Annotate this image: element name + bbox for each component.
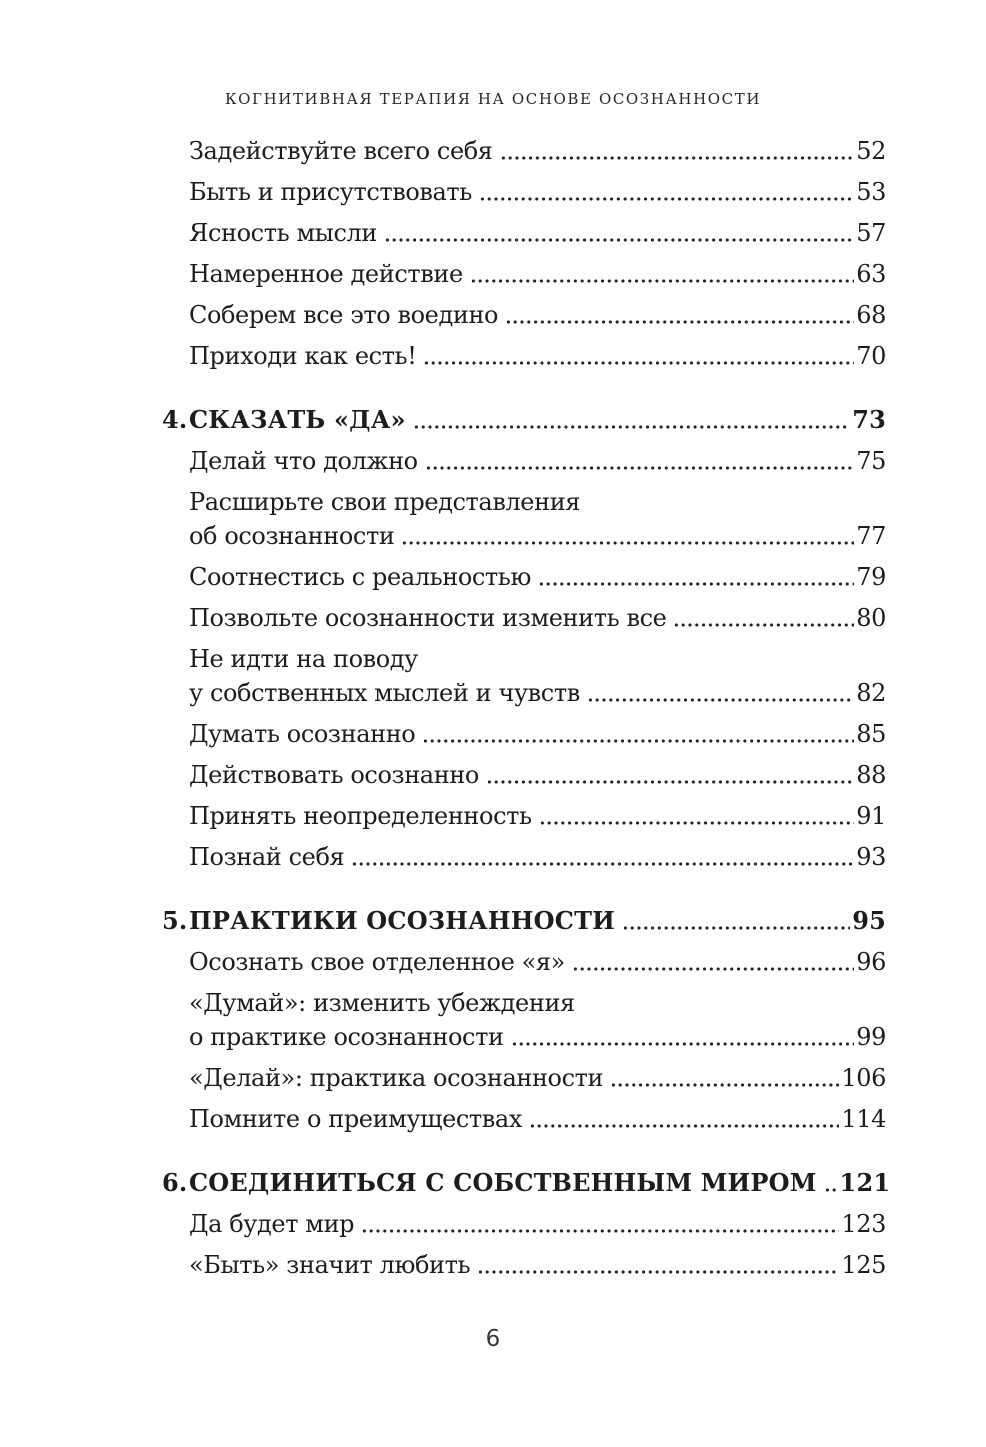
- toc-chapter[interactable]: [162, 904, 886, 938]
- toc-entry[interactable]: [162, 134, 886, 168]
- toc-entry-title: Задействуйте всего себя: [189, 137, 493, 165]
- toc-entry-page: 96: [856, 948, 886, 976]
- toc-chapter-number: 4.: [162, 405, 188, 434]
- dot-leader: [824, 1187, 838, 1193]
- dot-leader: [505, 319, 854, 325]
- toc-entry-page: 106: [841, 1064, 886, 1092]
- dot-leader: [384, 237, 854, 243]
- toc-entry-title: Действовать осознанно: [189, 761, 479, 789]
- toc-entry-title-line1: Не идти на поводу: [189, 645, 418, 673]
- toc-entry-multiline[interactable]: [162, 986, 886, 1054]
- dot-leader: [673, 622, 854, 628]
- folio-page-number: 6: [485, 1326, 501, 1352]
- toc-entry-page: 70: [856, 342, 886, 370]
- dot-leader: [538, 581, 854, 587]
- toc-entry-title-line2: у собственных мыслей и чувств: [189, 679, 580, 707]
- toc-chapter-title: ПРАКТИКИ ОСОЗНАННОСТИ: [189, 906, 616, 935]
- toc-chapter-page: 73: [852, 405, 886, 434]
- toc-entry-title: Помните о преимуществах: [189, 1105, 522, 1133]
- dot-leader: [413, 424, 851, 430]
- toc-entry-multiline[interactable]: [162, 642, 886, 710]
- toc-entry-title: Соберем все это воедино: [189, 301, 499, 329]
- toc-entry-title: Думать осознанно: [189, 720, 416, 748]
- toc-entry-title: Приходи как есть!: [189, 342, 417, 370]
- toc-entry[interactable]: [162, 758, 886, 792]
- toc-entry-multiline[interactable]: [162, 485, 886, 553]
- toc-entry-title-line2: об осознанности: [189, 522, 395, 550]
- dot-leader: [486, 779, 854, 785]
- toc-entry-page: 91: [856, 802, 886, 830]
- toc-entry[interactable]: [162, 601, 886, 635]
- toc-entry[interactable]: [162, 339, 886, 373]
- toc-entry[interactable]: [162, 216, 886, 250]
- toc-entry-title: «Делай»: практика осознанности: [189, 1064, 604, 1092]
- toc-chapter-page: 121: [839, 1168, 891, 1197]
- toc-entry[interactable]: [162, 840, 886, 874]
- dot-leader: [572, 966, 854, 972]
- toc-chapter-number: 6.: [162, 1168, 188, 1197]
- toc-entry-title: Познай себя: [189, 843, 345, 871]
- toc-entry[interactable]: [162, 257, 886, 291]
- toc-chapter-title: СОЕДИНИТЬСЯ С СОБСТВЕННЫМ МИРОМ: [189, 1168, 817, 1197]
- toc-entry[interactable]: [162, 717, 886, 751]
- dot-leader: [511, 1041, 855, 1047]
- toc-entry-title: Соотнестись с реальностью: [189, 563, 531, 591]
- toc-entry-title: Принять неопределенность: [189, 802, 532, 830]
- toc-entry-title: Ясность мысли: [189, 219, 377, 247]
- toc-entry-title: Позвольте осознанности изменить все: [189, 604, 667, 632]
- toc-entry[interactable]: [162, 175, 886, 209]
- toc-entry-page: 77: [856, 522, 886, 550]
- dot-leader: [500, 155, 855, 161]
- toc-entry[interactable]: [162, 560, 886, 594]
- toc-entry-page: 82: [856, 679, 886, 707]
- table-of-contents: [162, 134, 891, 1282]
- toc-entry[interactable]: [162, 799, 886, 833]
- toc-entry-page: 99: [856, 1023, 886, 1051]
- toc-entry-page: 88: [856, 761, 886, 789]
- dot-leader: [539, 820, 855, 826]
- toc-entry-page: 53: [856, 178, 886, 206]
- toc-entry-page: 57: [856, 219, 886, 247]
- dot-leader: [361, 1228, 839, 1234]
- toc-chapter-number: 5.: [162, 906, 188, 935]
- toc-entry-page: 75: [856, 447, 886, 475]
- toc-entry[interactable]: [162, 1102, 886, 1136]
- toc-entry-title: Осознать свое отделенное «я»: [189, 948, 565, 976]
- toc-entry-title: Да будет мир: [189, 1210, 355, 1238]
- toc-entry-title-line2: о практике осознанности: [189, 1023, 504, 1051]
- toc-entry[interactable]: [162, 1207, 886, 1241]
- dot-leader: [351, 861, 854, 867]
- dot-leader: [477, 1269, 839, 1275]
- toc-entry-page: 68: [856, 301, 886, 329]
- toc-entry-title: «Быть» значит любить: [189, 1251, 471, 1279]
- dot-leader: [529, 1123, 839, 1129]
- toc-entry[interactable]: [162, 945, 886, 979]
- toc-entry-title: Быть и присутствовать: [189, 178, 472, 206]
- toc-entry-title-line1: «Думай»: изменить убеждения: [189, 989, 575, 1017]
- toc-entry-page: 93: [856, 843, 886, 871]
- dot-leader: [587, 697, 854, 703]
- dot-leader: [401, 540, 854, 546]
- toc-entry-page: 63: [856, 260, 886, 288]
- dot-leader: [422, 738, 854, 744]
- toc-entry[interactable]: [162, 444, 886, 478]
- toc-entry[interactable]: [162, 1061, 886, 1095]
- dot-leader: [425, 465, 855, 471]
- toc-entry-page: 80: [856, 604, 886, 632]
- dot-leader: [423, 360, 854, 366]
- toc-chapter[interactable]: [162, 1166, 891, 1200]
- toc-entry[interactable]: [162, 1248, 886, 1282]
- toc-entry-page: 85: [856, 720, 886, 748]
- toc-entry-page: 79: [856, 563, 886, 591]
- toc-entry-page: 123: [841, 1210, 886, 1238]
- toc-entry-page: 114: [841, 1105, 886, 1133]
- toc-entry[interactable]: [162, 298, 886, 332]
- toc-entry-title: Намеренное действие: [189, 260, 463, 288]
- toc-chapter[interactable]: [162, 403, 886, 437]
- toc-entry-page: 125: [841, 1251, 886, 1279]
- toc-entry-page: 52: [856, 137, 886, 165]
- dot-leader: [622, 925, 850, 931]
- dot-leader: [479, 196, 854, 202]
- toc-entry-title: Делай что должно: [189, 447, 418, 475]
- toc-chapter-page: 95: [852, 906, 886, 935]
- running-header: КОГНИТИВНАЯ ТЕРАПИЯ НА ОСНОВЕ ОСОЗНАННОСТИ: [224, 90, 762, 108]
- dot-leader: [610, 1082, 839, 1088]
- toc-entry-title-line1: Расширьте свои представления: [189, 488, 581, 516]
- toc-chapter-title: СКАЗАТЬ «ДА»: [189, 405, 406, 434]
- dot-leader: [470, 278, 854, 284]
